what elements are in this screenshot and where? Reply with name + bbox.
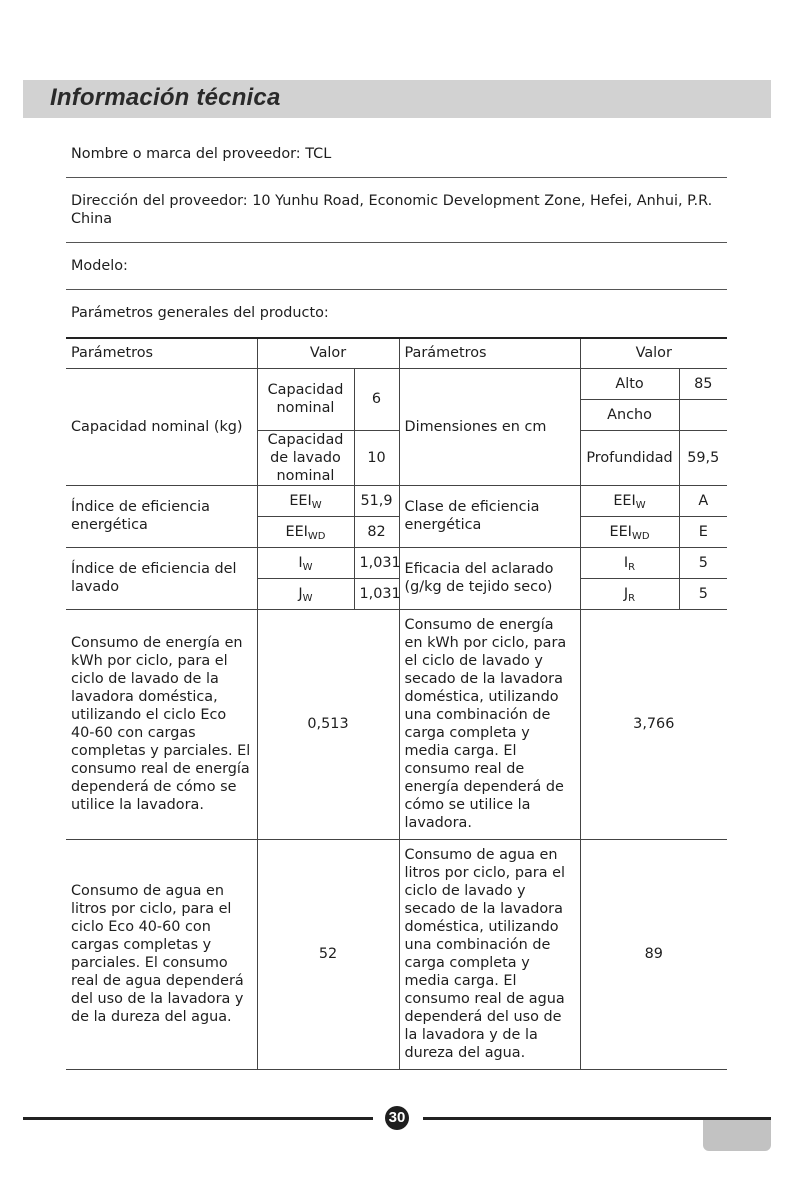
eei-w-symbol: $EEI_W$: [257, 485, 354, 516]
class-wd-symbol: $EEI_{WD}$: [580, 516, 679, 547]
address-row: Dirección del proveedor: 10 Yunhu Road, Economic Development Zone, Hefei, Anhui, P.R. China: [66, 192, 727, 243]
water-wash-value: 52: [257, 839, 399, 1069]
supplier-row: Nombre o marca del proveedor: TCL: [66, 145, 727, 178]
rinse-i-symbol: $I_R$: [580, 547, 679, 578]
header-value-2: Valor: [580, 338, 727, 368]
capacity-label: Capacidad nominal (kg): [66, 368, 257, 485]
depth-value: 59,5: [679, 430, 727, 485]
class-w-value: A: [679, 485, 727, 516]
rinse-j-value: 5: [679, 578, 727, 609]
width-label: Ancho: [580, 399, 679, 430]
header-param-2: Parámetros: [399, 338, 580, 368]
energy-wash-label: Consumo de energía en kWh por ciclo, para el ciclo de lavado de la lavadora doméstica, utilizando el ciclo Eco 40-60 con cargas completas y parciales. El consumo real de energía dependerá de cómo se utilice la lavadora.: [66, 609, 257, 839]
dimensions-label: Dimensiones en cm: [399, 368, 580, 485]
page-number: 30: [385, 1106, 409, 1130]
table-row: [66, 485, 727, 516]
page-tab: [703, 1120, 771, 1151]
table-row: [66, 368, 727, 399]
height-value: 85: [679, 368, 727, 399]
section-header: [23, 80, 771, 118]
wash-i-value: 1,031: [354, 547, 399, 578]
table-header-row: [66, 338, 727, 368]
capacity-wash-value: 10: [354, 430, 399, 485]
general-params-row: Parámetros generales del producto:: [71, 305, 329, 321]
footer-rule-left: [23, 1117, 373, 1120]
rinse-label: Eficacia del aclarado (g/kg de tejido seco): [399, 547, 580, 609]
eei-wd-symbol: $EEI_{WD}$: [257, 516, 354, 547]
rinse-i-value: 5: [679, 547, 727, 578]
efficiency-class-label: Clase de eficiencia energética: [399, 485, 580, 547]
water-wash-dry-value: 89: [580, 839, 727, 1069]
width-value: [679, 399, 727, 430]
depth-label: Profundidad: [580, 430, 679, 485]
page-title: Información técnica: [50, 84, 281, 111]
class-w-symbol: $EEI_W$: [580, 485, 679, 516]
wash-index-label: Índice de eficiencia del lavado: [66, 547, 257, 609]
capacity-nominal-label: Capacidad nominal: [257, 368, 354, 430]
model-row: Modelo:: [66, 257, 727, 290]
capacity-wash-label: Capacidad de lavado nominal: [257, 430, 354, 485]
header-param-1: Parámetros: [66, 338, 257, 368]
table-row: [66, 609, 727, 839]
table-row: [66, 547, 727, 578]
table-row: [66, 839, 727, 1069]
height-label: Alto: [580, 368, 679, 399]
water-wash-dry-label: Consumo de agua en litros por ciclo, para el ciclo de lavado y secado de la lavadora doméstica, utilizando una combinación de carga completa y media carga. El consumo real de agua dependerá del uso de la lavadora y de la dureza del agua.: [399, 839, 580, 1069]
energy-wash-dry-label: Consumo de energía en kWh por ciclo, para el ciclo de lavado y secado de la lavadora doméstica, utilizando una combinación de carga completa y media carga. El consumo real de energía dependerá de cómo se utilice la lavadora.: [399, 609, 580, 839]
eei-label: Índice de eficiencia energética: [66, 485, 257, 547]
capacity-nominal-value: 6: [354, 368, 399, 430]
wash-i-symbol: $I_W$: [257, 547, 354, 578]
rinse-j-symbol: $J_R$: [580, 578, 679, 609]
class-wd-value: E: [679, 516, 727, 547]
wash-j-value: 1,031: [354, 578, 399, 609]
eei-w-value: 51,9: [354, 485, 399, 516]
wash-j-symbol: $J_W$: [257, 578, 354, 609]
water-wash-label: Consumo de agua en litros por ciclo, para el ciclo Eco 40-60 con cargas completas y parciales. El consumo real de agua dependerá del uso de la lavadora y de la dureza del agua.: [66, 839, 257, 1069]
energy-wash-dry-value: 3,766: [580, 609, 727, 839]
spec-table: [66, 337, 727, 1070]
eei-wd-value: 82: [354, 516, 399, 547]
energy-wash-value: 0,513: [257, 609, 399, 839]
header-value-1: Valor: [257, 338, 399, 368]
